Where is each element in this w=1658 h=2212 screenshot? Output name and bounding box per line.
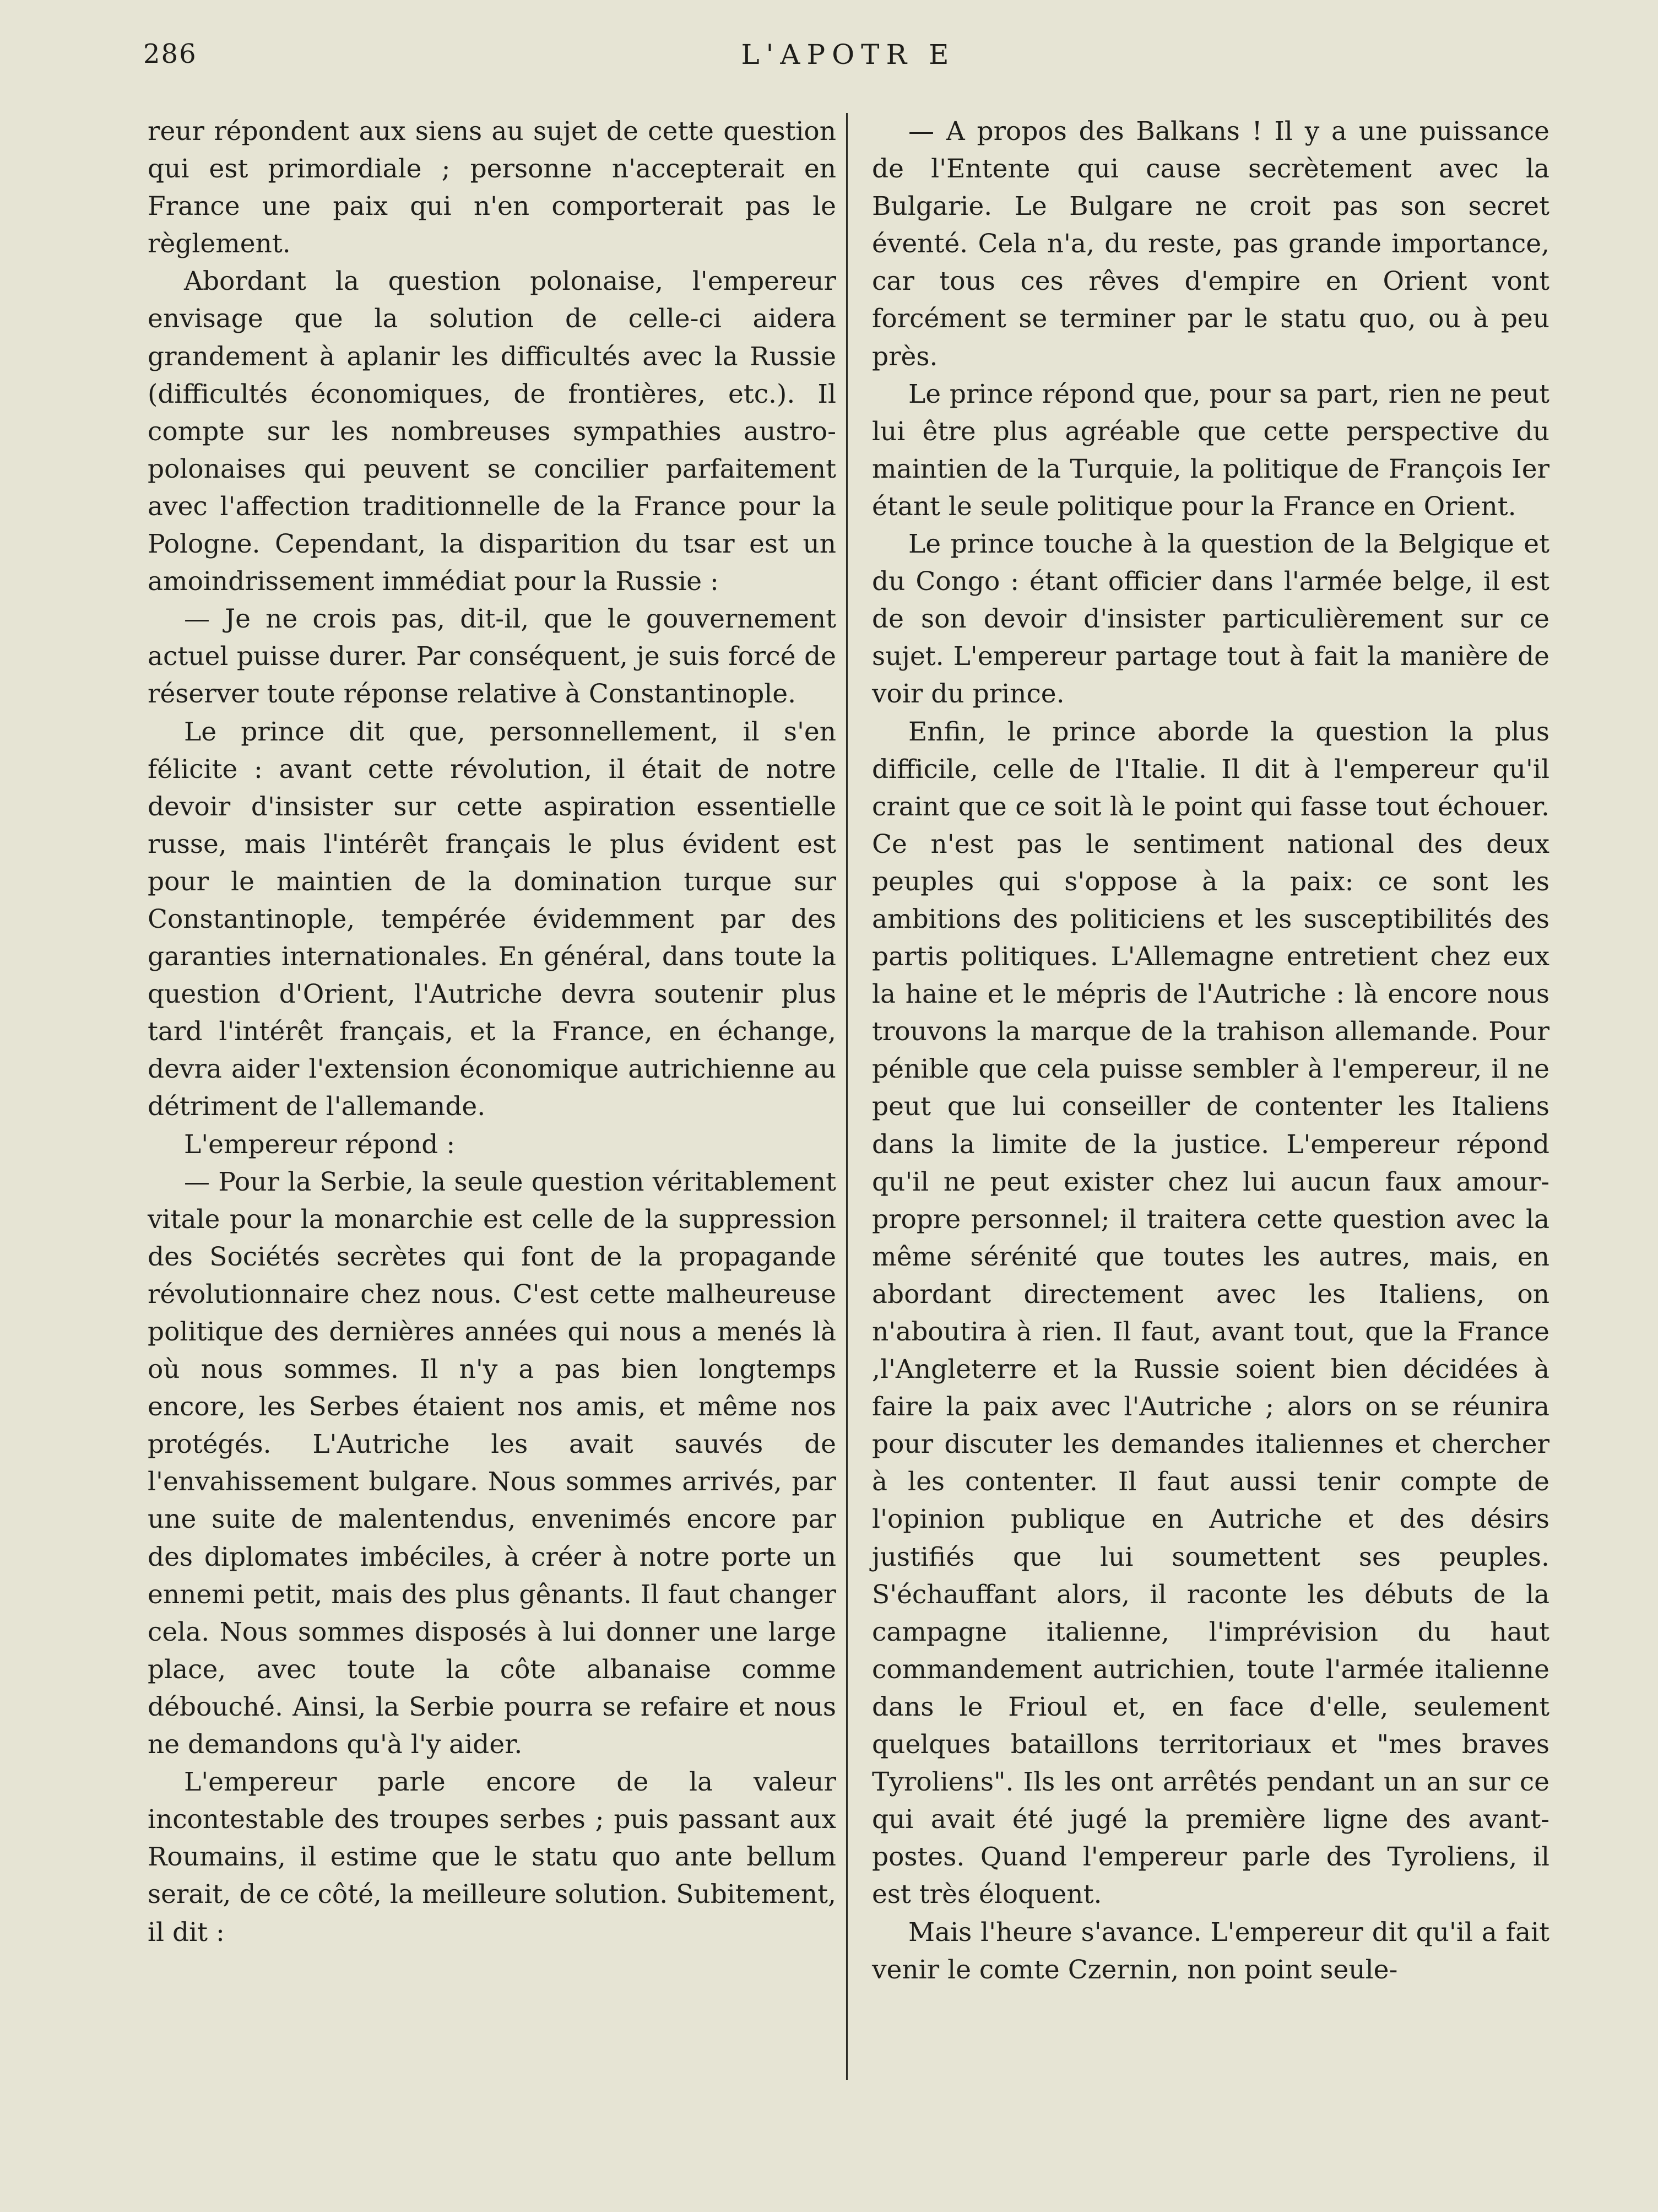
paragraph: Mais l'heure s'avance. L'empereur dit qu'il a fait venir le comte Czernin, non point seule- [872, 1917, 1549, 1985]
paragraph: Le prince dit que, personnellement, il s'en félicite : avant cette révolution, il était de notre devoir d'insister sur cette aspiration essentielle russe, mais l'intérêt français le plus évident est pour le maintien de la domination turque sur Constantinople, tempérée évidemment par des garanties internationales. En général, dans toute la question d'Orient, l'Autriche devra soutenir plus tard l'intérêt français, et la France, en échange, devra aider l'extension économique autrichienne au détriment de l'allemande. [148, 716, 836, 1122]
paragraph: Le prince touche à la question de la Belgique et du Congo : étant officier dans l'armée belge, il est de son devoir d'insister particulièrement sur ce sujet. L'empereur partage tout à fait la manière de voir du prince. [872, 529, 1549, 710]
paragraph: reur répondent aux siens au sujet de cette question qui est primordiale ; personne n'accepterait en France une paix qui n'en comporterait pas le règlement. [148, 116, 836, 259]
paragraph: — Je ne crois pas, dit-il, que le gouvernement actuel puisse durer. Par conséquent, je suis forcé de réserver toute réponse relative à Constantinople. [148, 604, 836, 710]
paragraph: L'empereur répond : [184, 1129, 456, 1160]
paragraph: — A propos des Balkans ! Il y a une puissance de l'Entente qui cause secrètement avec la Bulgarie. Le Bulgare ne croit pas son secret éventé. Cela n'a, du reste, pas grande importance, car tous ces rêves d'empire en Orient vont forcément se terminer par le statu quo, ou à peu près. [872, 116, 1549, 372]
right-column [872, 113, 1549, 1989]
paragraph: Enfin, le prince aborde la question la plus difficile, celle de l'Italie. Il dit à l'empereur qu'il craint que ce soit là le point qui fasse tout échouer. Ce n'est pas le sentiment national des deux peuples qui s'oppose à la paix: ce sont les ambitions des politiciens et les susceptibilités des partis politiques. L'Allemagne entretient chez eux la haine et le mépris de l'Autriche : là encore nous trouvons la marque de la trahison allemande. Pour pénible que cela puisse sembler à l'empereur, il ne peut que lui conseiller de contenter les Italiens dans la limite de la justice. L'empereur répond qu'il ne peut exister chez lui aucun faux amour-propre personnel; il traitera cette question avec la même sérénité que toutes les autres, mais, en abordant directement avec les Italiens, on n'aboutira à rien. Il faut, avant tout, que la France ,l'Angleterre et la Russie soient bien décidées à faire la paix avec l'Autriche ; alors on se réunira pour discuter les demandes italiennes et chercher à les contenter. Il faut aussi tenir compte de l'opinion publique en Autriche et des désirs justifiés que lui soumettent ses peuples. S'échauffant alors, il raconte les débuts de la campagne italienne, l'imprévision du haut commandement autrichien, toute l'armée italienne dans le Frioul et, en face d'elle, seulement quelques bataillons territoriaux et "mes braves Tyroliens". Ils les ont arrêtés pendant un an sur ce qui avait été jugé la première ligne des avant-postes. Quand l'empereur parle des Tyroliens, il est très éloquent. [872, 716, 1549, 1910]
page-header [143, 39, 1553, 83]
paragraph: — Pour la Serbie, la seule question véritablement vitale pour la monarchie est celle de la suppression des Sociétés secrètes qui font de la propagande révolutionnaire chez nous. C'est cette malheureuse politique des dernières années qui nous a menés là où nous sommes. Il n'y a pas bien longtemps encore, les Serbes étaient nos amis, et même nos protégés. L'Autriche les avait sauvés de l'envahissement bulgare. Nous sommes arrivés, par une suite de malentendus, envenimés encore par des diplomates imbéciles, à créer à notre porte un ennemi petit, mais des plus gênants. Il faut changer cela. Nous sommes disposés à lui donner une large place, avec toute la côte albanaise comme débouché. Ainsi, la Serbie pourra se refaire et nous ne demandons qu'à l'y aider. [148, 1166, 836, 1760]
paragraph: Abordant la question polonaise, l'empereur envisage que la solution de celle-ci aidera grandement à aplanir les difficultés avec la Russie (difficultés économiques, de frontières, etc.). Il compte sur les nombreuses sympathies austro-polonaises qui peuvent se concilier parfaitement avec l'affection traditionnelle de la France pour la Pologne. Cependant, la disparition du tsar est un amoindrissement immédiat pour la Russie : [148, 266, 836, 597]
page-number: 286 [143, 39, 197, 69]
paragraph: Le prince répond que, pour sa part, rien ne peut lui être plus agréable que cette perspective du maintien de la Turquie, la politique de François Ier étant le seule politique pour la France en Orient. [872, 378, 1549, 522]
paragraph: L'empereur parle encore de la valeur incontestable des troupes serbes ; puis passant aux Roumains, il estime que le statu quo ante bellum serait, de ce côté, la meilleure solution. Subitement, il dit : [148, 1767, 836, 1948]
running-title: L'APOTR E [741, 39, 956, 71]
left-column [148, 113, 836, 1951]
column-divider [846, 113, 848, 2080]
